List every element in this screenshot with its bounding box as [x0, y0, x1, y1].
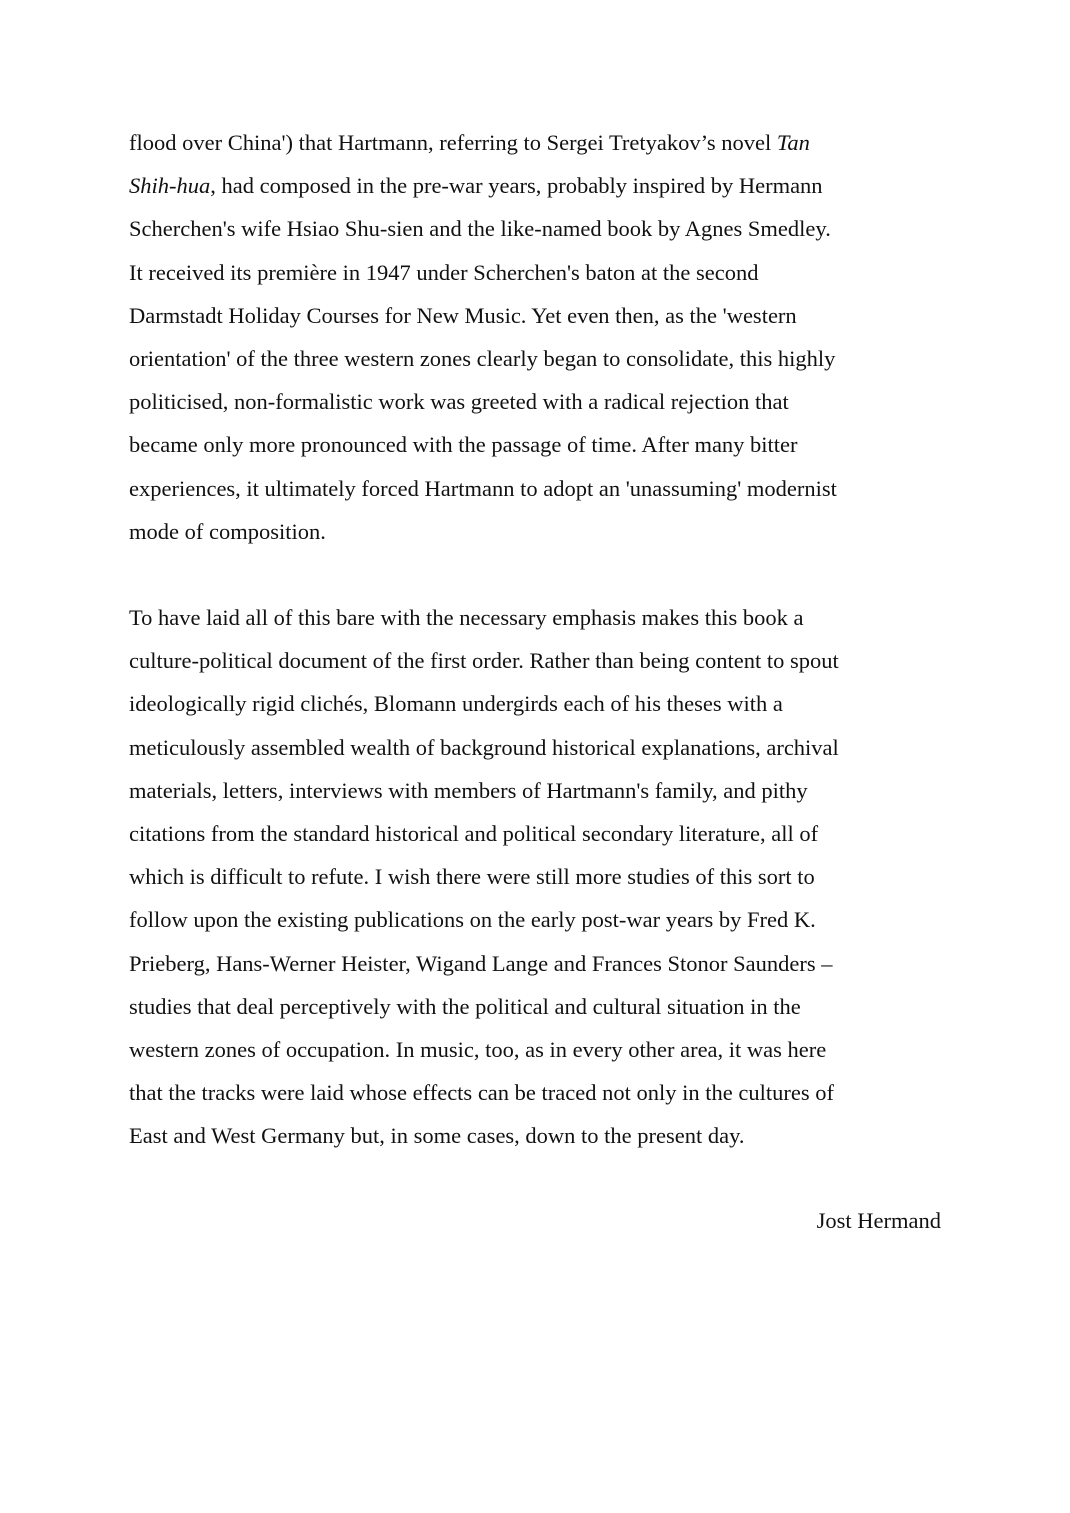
italic-title: Tan	[776, 130, 810, 155]
text-line: flood over China') that Hartmann, referring to Sergei Tretyakov’s novel Tan	[129, 130, 810, 155]
text-line: East and West Germany but, in some cases, down to the present day.	[129, 1123, 745, 1149]
text-line: meticulously assembled wealth of background historical explanations, archival	[129, 734, 839, 760]
text-line: which is difficult to refute. I wish there were still more studies of this sort to	[129, 864, 815, 890]
text-line: politicised, non-formalistic work was greeted with a radical rejection that	[129, 389, 789, 415]
paragraph-1	[129, 121, 944, 553]
text-line: To have laid all of this bare with the necessary emphasis makes this book a	[129, 605, 804, 630]
text-line: It received its première in 1947 under Scherchen's baton at the second	[129, 259, 759, 285]
text-line: that the tracks were laid whose effects can be traced not only in the cultures of	[129, 1080, 834, 1106]
text-line: Scherchen's wife Hsiao Shu-sien and the like-named book by Agnes Smedley.	[129, 216, 831, 242]
text-line: became only more pronounced with the passage of time. After many bitter	[129, 432, 798, 458]
text-line: Prieberg, Hans-Werner Heister, Wigand Lange and Frances Stonor Saunders –	[129, 950, 833, 976]
text-line: mode of composition.	[129, 518, 326, 544]
text-line: ideologically rigid clichés, Blomann undergirds each of his theses with a	[129, 691, 783, 717]
text-line: Darmstadt Holiday Courses for New Music. Yet even then, as the 'western	[129, 302, 797, 328]
text-line: orientation' of the three western zones clearly began to consolidate, this highly	[129, 346, 836, 372]
italic-title: Shih-hua	[129, 173, 211, 199]
text-line: studies that deal perceptively with the political and cultural situation in the	[129, 993, 801, 1019]
author-signature: Jost Hermand	[816, 1208, 941, 1233]
text-line: Shih-hua, had composed in the pre-war years, probably inspired by Hermann	[129, 173, 823, 199]
text-line: western zones of occupation. In music, too, as in every other area, it was here	[129, 1037, 827, 1063]
text-line: culture-political document of the first order. Rather than being content to spout	[129, 648, 839, 674]
text-line: follow upon the existing publications on the early post-war years by Fred K.	[129, 907, 816, 933]
text-line: experiences, it ultimately forced Hartmann to adopt an 'unassuming' modernist	[129, 475, 837, 501]
text-line: citations from the standard historical and political secondary literature, all of	[129, 821, 819, 847]
paragraph-2	[129, 596, 944, 1158]
text-line: materials, letters, interviews with members of Hartmann's family, and pithy	[129, 777, 808, 803]
